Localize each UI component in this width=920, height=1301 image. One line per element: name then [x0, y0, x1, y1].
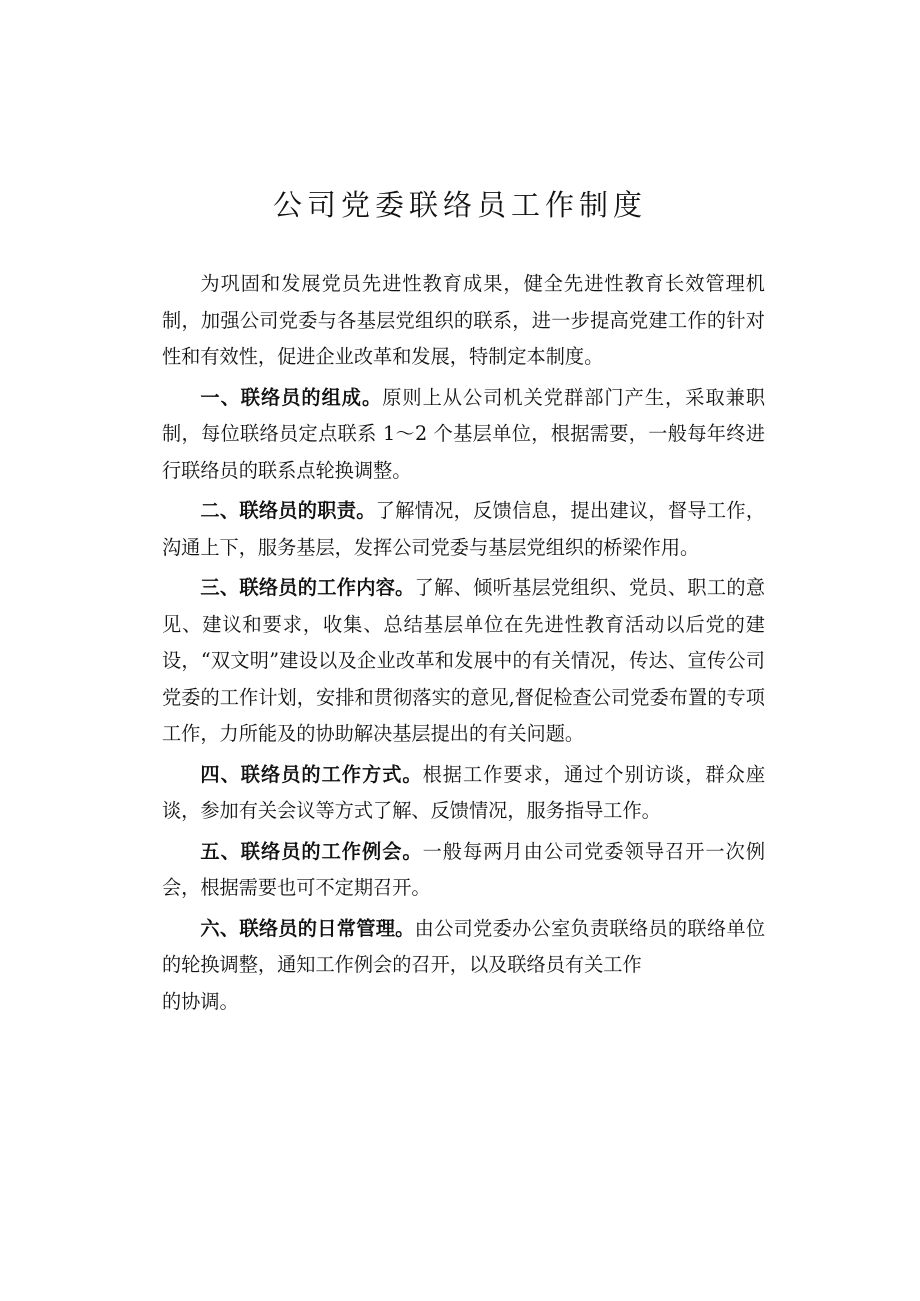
section-text: 了解情况，反馈信息，提出建议，督导工作，沟通上下，服务基层，发挥公司党委与基层党组织的桥梁作用。: [162, 499, 766, 559]
section-text: 原则上从公司机关党群部门产生，采取兼职制，每位联络员定点联系 1～2 个基层单位，根据需要，一般每年终进行联络员的联系点轮换调整。: [162, 385, 766, 482]
section-paragraph: [162, 493, 765, 566]
section-heading: 三、联络员的工作内容。: [200, 576, 415, 599]
intro-paragraph: 为巩固和发展党员先进性教育成果，健全先进性教育长效管理机制，加强公司党委与各基层党组织的联系，进一步提高党建工作的针对性和有效性，促进企业改革和发展，特制定本制度。: [162, 272, 765, 368]
section-text-tail: 的协调。: [162, 989, 239, 1013]
section-heading: 一、联络员的组成。: [200, 385, 383, 409]
section-heading: 六、联络员的日常管理。: [200, 916, 415, 940]
section-heading: 四、联络员的工作方式。: [200, 762, 423, 786]
document-body: [162, 266, 765, 1024]
section-heading: 二、联络员的职责。: [200, 499, 376, 522]
section-heading: 五、联络员的工作例会。: [200, 839, 423, 863]
document-title: 公司党委联络员工作制度: [272, 188, 647, 222]
section-text: 了解、倾听基层党组织、党员、职工的意见、建议和要求，收集、总结基层单位在先进性教育活动以后党的建设，“双文明”建设以及企业改革和发展中的有关情况，传达、宣传公司党委的工作计划，安排和贯彻落实的意见,督促检查公司党委布置的专项工作，力所能及的协助解决基层提出的有关问题。: [162, 576, 766, 745]
section-text: 由公司党委办公室负责联络员的联络单位的轮换调整，通知工作例会的召开，以及联络员有关工作: [162, 916, 766, 976]
section-paragraph: [162, 834, 765, 907]
section-text: 一般每两月由公司党委领导召开一次例会，根据需要也可不定期召开。: [162, 839, 766, 899]
section-paragraph: [162, 380, 765, 490]
section-paragraph: [162, 911, 765, 1021]
section-text: 根据工作要求，通过个别访谈，群众座谈，参加有关会议等方式了解、反馈情况，服务指导工作。: [162, 762, 766, 822]
section-paragraph: [162, 570, 765, 753]
section-paragraph: [162, 757, 765, 830]
